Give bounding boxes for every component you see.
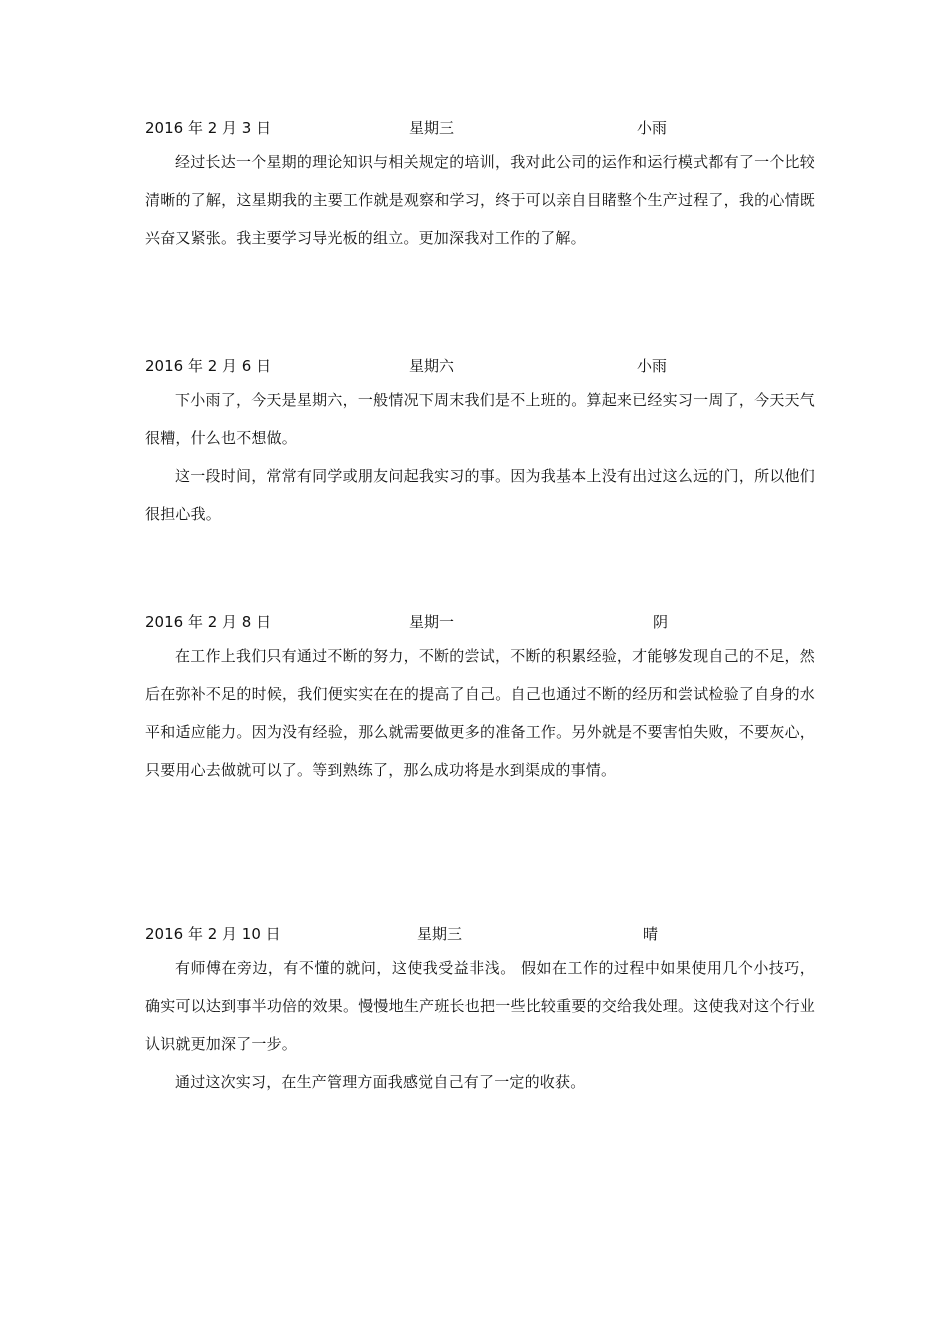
entry-header: [145, 351, 815, 381]
entry-weather: 晴: [643, 925, 659, 943]
diary-entry: [145, 607, 815, 789]
entry-header: [145, 919, 815, 949]
entry-weekday: 星期三: [409, 119, 455, 137]
entry-weekday: 星期一: [409, 613, 455, 631]
entry-weather: 小雨: [637, 119, 668, 137]
entry-paragraph: 经过长达一个星期的理论知识与相关规定的培训，我对此公司的运作和运行模式都有了一个比较清晰的了解，这星期我的主要工作就是观察和学习，终于可以亲自目睹整个生产过程了，我的心情既兴奋又紧张。我主要学习导光板的组立。更加深我对工作的了解。: [145, 153, 815, 247]
entry-weekday: 星期三: [417, 925, 463, 943]
diary-entry: [145, 113, 815, 257]
entry-paragraph: 有师傅在旁边，有不懂的就问，这使我受益非浅。 假如在工作的过程中如果使用几个小技巧，确实可以达到事半功倍的效果。慢慢地生产班长也把一些比较重要的交给我处理。这使我对这个行业认识就更加深了一步。: [145, 959, 815, 1053]
entry-weather: 阴: [653, 613, 669, 631]
entry-date: 2016 年 2 月 8 日: [145, 613, 272, 631]
entry-date: 2016 年 2 月 10 日: [145, 925, 281, 943]
entry-date: 2016 年 2 月 3 日: [145, 119, 272, 137]
entry-paragraph: 下小雨了，今天是星期六，一般情况下周末我们是不上班的。算起来已经实习一周了，今天天气很糟，什么也不想做。: [145, 391, 815, 447]
entry-paragraph: 这一段时间，常常有同学或朋友问起我实习的事。因为我基本上没有出过这么远的门，所以他们很担心我。: [145, 467, 815, 523]
entry-paragraph: 通过这次实习，在生产管理方面我感觉自己有了一定的收获。: [175, 1073, 586, 1091]
diary-entry: [145, 919, 815, 1101]
entry-weekday: 星期六: [409, 357, 455, 375]
entry-paragraph: 在工作上我们只有通过不断的努力，不断的尝试，不断的积累经验，才能够发现自己的不足，然后在弥补不足的时候，我们便实实在在的提高了自己。自己也通过不断的经历和尝试检验了自身的水平和适应能力。因为没有经验，那么就需要做更多的准备工作。另外就是不要害怕失败，不要灰心，只要用心去做就可以了。等到熟练了，那么成功将是水到渠成的事情。: [145, 647, 815, 779]
diary-entry: [145, 351, 815, 533]
entry-weather: 小雨: [637, 357, 668, 375]
entry-header: [145, 607, 815, 637]
entry-header: [145, 113, 815, 143]
entry-date: 2016 年 2 月 6 日: [145, 357, 272, 375]
